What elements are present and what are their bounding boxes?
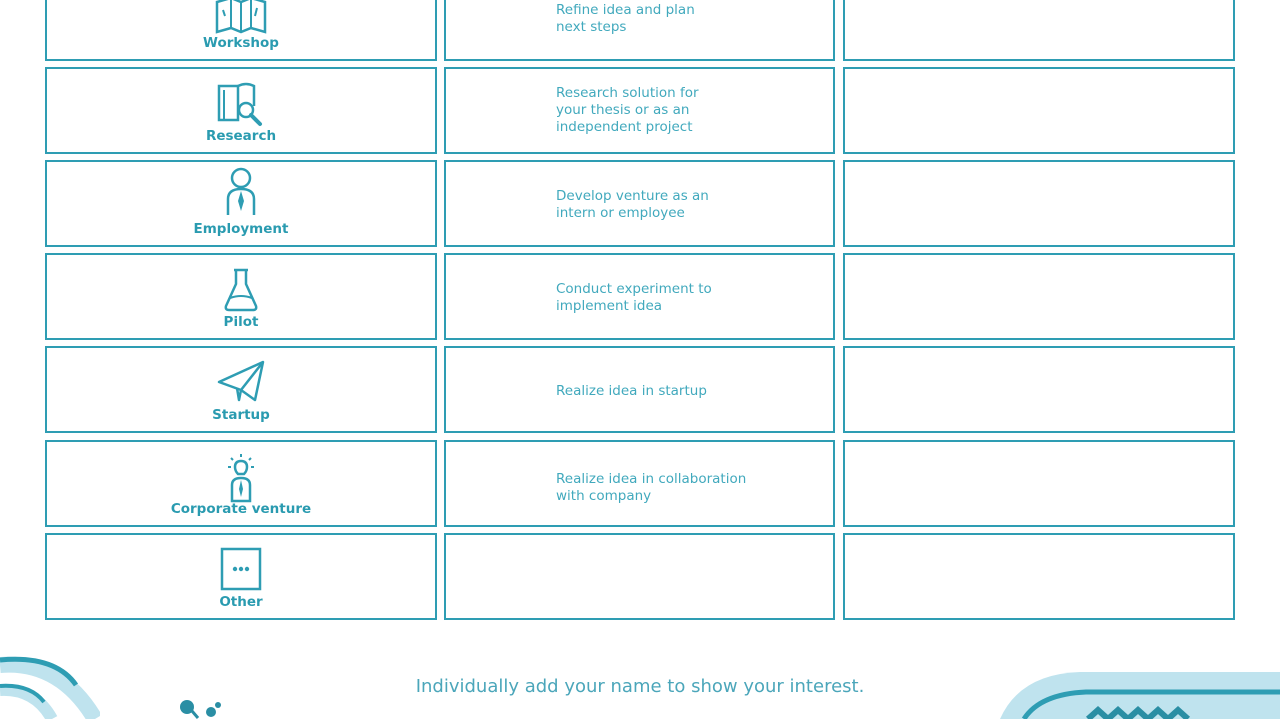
name-entry-cell[interactable] — [843, 253, 1235, 340]
flask-icon — [223, 268, 259, 312]
option-label: Research — [205, 128, 277, 144]
more-icon — [220, 547, 262, 591]
option-label: Employment — [193, 221, 289, 237]
footer-instruction: Individually add your name to show your interest. — [415, 676, 865, 697]
option-description: Refine idea and plan next steps — [556, 2, 695, 35]
option-cell[interactable] — [45, 440, 437, 527]
table-row-startup — [45, 346, 1235, 433]
option-description: Research solution for your thesis or as an independent project — [556, 85, 699, 135]
table-row-corporate-venture — [45, 440, 1235, 527]
paper-plane-icon — [217, 360, 265, 402]
description-cell — [444, 346, 835, 433]
description-cell — [444, 160, 835, 247]
description-cell — [444, 67, 835, 154]
decorative-arcs-left — [0, 650, 100, 719]
option-label: Workshop — [203, 35, 279, 51]
map-icon — [215, 0, 267, 34]
option-label: Other — [219, 594, 263, 610]
option-cell[interactable] — [45, 160, 437, 247]
decorative-wave-right — [1000, 672, 1280, 719]
table-row-pilot — [45, 253, 1235, 340]
option-cell[interactable] — [45, 0, 437, 61]
option-description: Realize idea in startup — [556, 383, 707, 399]
description-cell — [444, 253, 835, 340]
description-cell — [444, 0, 835, 61]
option-label: Startup — [212, 407, 270, 423]
table-row-employment — [45, 160, 1235, 247]
description-cell — [444, 440, 835, 527]
employee-icon — [225, 167, 257, 217]
name-entry-cell[interactable] — [843, 0, 1235, 61]
description-cell[interactable] — [444, 533, 835, 620]
option-cell[interactable] — [45, 67, 437, 154]
option-cell[interactable] — [45, 533, 437, 620]
option-label: Corporate venture — [170, 501, 312, 517]
decorative-leaf-icon — [178, 697, 228, 719]
option-label: Pilot — [223, 314, 259, 330]
option-cell[interactable] — [45, 253, 437, 340]
table-row-workshop — [45, 0, 1235, 61]
name-entry-cell[interactable] — [843, 346, 1235, 433]
table-row-research — [45, 67, 1235, 154]
option-cell[interactable] — [45, 346, 437, 433]
name-entry-cell[interactable] — [843, 67, 1235, 154]
table-row-other — [45, 533, 1235, 620]
option-description: Develop venture as an intern or employee — [556, 188, 709, 221]
option-description: Conduct experiment to implement idea — [556, 281, 712, 314]
lightbulb-person-icon — [226, 453, 256, 503]
name-entry-cell[interactable] — [843, 533, 1235, 620]
option-description: Realize idea in collaboration with company — [556, 471, 747, 504]
name-entry-cell[interactable] — [843, 160, 1235, 247]
name-entry-cell[interactable] — [843, 440, 1235, 527]
book-search-icon — [216, 82, 266, 128]
